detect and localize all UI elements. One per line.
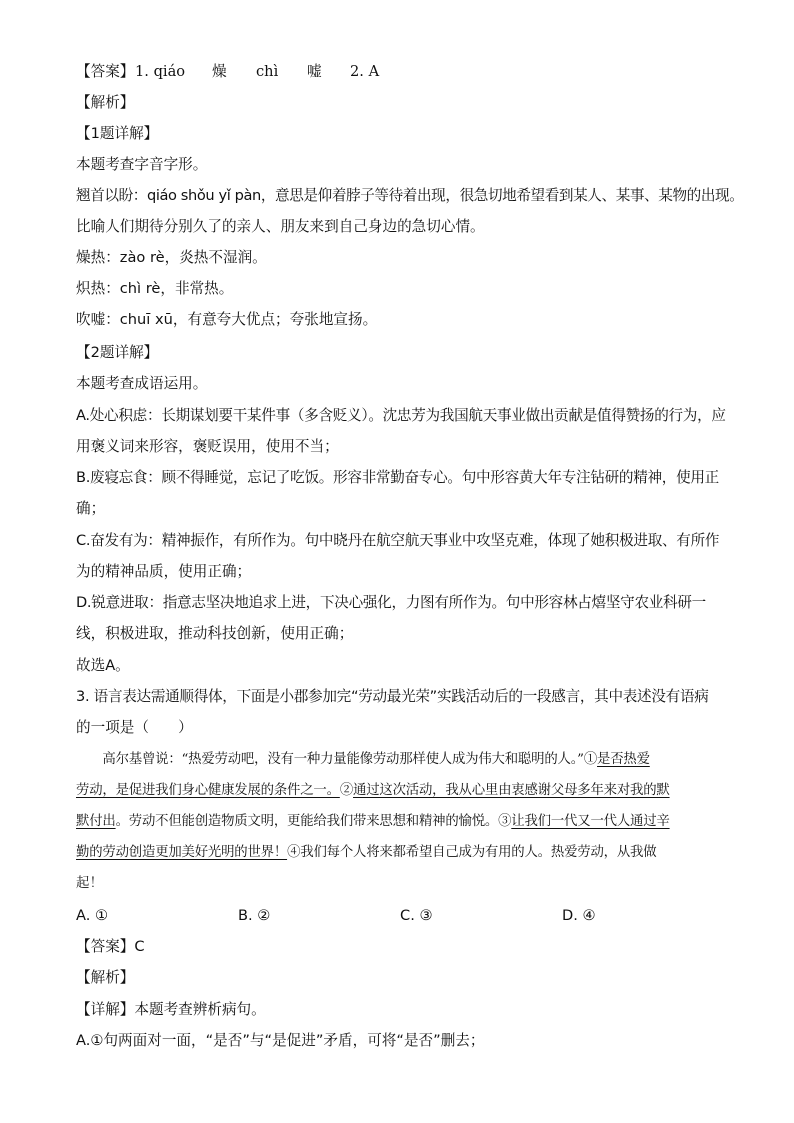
q2-option-a-line-2: 用褒义词来形容，褒贬误用，使用不当； [76,438,339,455]
q2-conclusion: 故选A。 [76,657,130,674]
q3-stem-line-2: 的一项是（ ） [76,719,193,736]
answer-item-3: chì [256,63,279,80]
q2-option-b-line-1: B.废寝忘食：顾不得睡觉，忘记了吃饭。形容非常勤奋专心。句中形容黄大年专注钻研的精神，使用正 [76,469,719,486]
q1-line-5: 吹嘘：chuī xū，有意夸大优点；夸张地宣扬。 [76,311,378,328]
answer-label: 【答案】 [76,63,135,80]
quote-line-1 [76,750,718,770]
underlined-sentence-2: 通过这次活动，我从心里由衷感谢父母多年来对我的默 [353,783,670,798]
answer-row-1 [76,62,718,82]
underlined-sentence-1: 是否热爱 [597,752,650,767]
q2-option-c-line-1: C.奋发有为：精神振作，有所作为。句中晓丹在航空航天事业中攻坚克难，体现了她积极进取、有所作 [76,532,720,549]
q3-option-b: B. ② [238,907,271,924]
q1-line-4: 炽热：chì rè，非常热。 [76,280,234,297]
quote-line-2 [76,781,718,801]
underlined-sentence-1-cont: 劳动，是促进我们身心健康发展的条件之一。 [76,783,340,798]
answer-item-2: 燥 [212,63,227,80]
q2-option-d-line-2: 线，积极进取，推动科技创新，使用正确； [76,625,354,642]
analysis-label-2: 【解析】 [76,969,135,986]
quote-text: 。劳动不但能创造物质文明，更能给我们带来思想和精神的愉悦。③ [115,814,512,829]
q1-line-1: 翘首以盼：qiáo shǒu yǐ pàn，意思是仰着脖子等待着出现，很急切地希望看到某人、某事、某物的出现。 [76,187,744,204]
quote-line-5: 起！ [76,876,104,891]
q3-analysis-a: A.①句两面对一面，“是否”与“是促进”矛盾，可将“是否”删去； [76,1032,485,1049]
q2-intro: 本题考查成语运用。 [76,375,208,392]
underlined-sentence-2-cont: 默付出 [76,814,116,829]
q2-option-b-line-2: 确； [76,500,106,517]
q1-intro: 本题考查字音字形。 [76,156,208,173]
answer-label-2: 【答案】C [76,938,145,955]
underlined-sentence-3: 让我们一代又一代人通过辛 [511,814,670,829]
q2-option-c-line-2: 为的精神品质，使用正确； [76,563,252,580]
answer-item-4: 嘘 [307,63,322,80]
q2-option-d-line-1: D.锐意进取：指意志坚决地追求上进，下决心强化，力图有所作为。句中形容林占熺坚守农业科研一 [76,594,706,611]
q3-options [76,906,718,926]
q3-option-a: A. ① [76,907,109,924]
answer-item-1: 1. qiáo [135,63,186,80]
answer-item-5: 2. A [350,63,380,80]
q3-option-d: D. ④ [562,907,596,924]
quote-text: 高尔基曾说：“热爱劳动吧，没有一种力量能像劳动那样使人成为伟大和聪明的人。”① [76,752,598,767]
q3-stem-line-1: 3. 语言表达需通顺得体，下面是小郡参加完“劳动最光荣”实践活动后的一段感言，其中表述没有语病 [76,688,709,705]
q1-line-2: 比喻人们期待分别久了的亲人、朋友来到自己身边的急切心情。 [76,218,485,235]
quote-text: ④我们每个人将来都希望自己成为有用的人。热爱劳动，从我做 [287,845,657,860]
underlined-sentence-3-cont: 勤的劳动创造更加美好光明的世界！ [76,845,288,860]
quote-line-3 [76,812,718,832]
q3-option-c: C. ③ [400,907,433,924]
quote-line-4 [76,843,718,863]
q1-detail-label: 【1题详解】 [76,125,159,142]
q2-option-a-line-1: A.处心积虑：长期谋划要干某件事（多含贬义）。沈忠芳为我国航天事业做出贡献是值得赞扬的行为，应 [76,407,726,424]
quote-marker-2: ② [339,783,354,798]
q3-detail: 【详解】本题考查辨析病句。 [76,1001,266,1018]
q1-line-3: 燥热：zào rè，炎热不湿润。 [76,249,267,266]
analysis-label: 【解析】 [76,94,135,111]
q2-detail-label: 【2题详解】 [76,344,159,361]
